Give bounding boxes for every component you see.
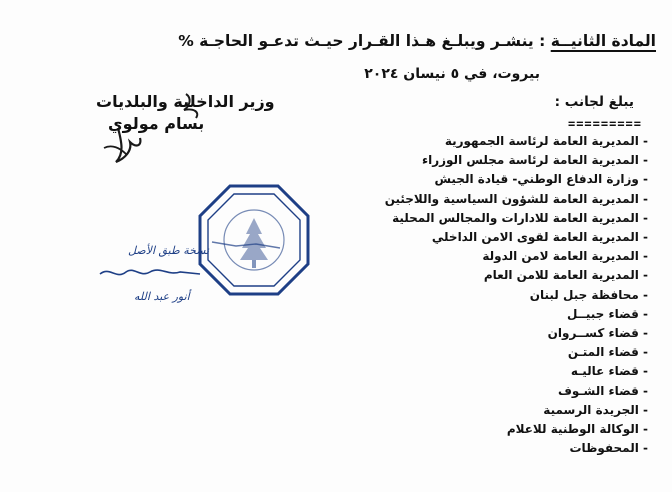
article-text: : ينشـر ويبلـغ هـذا القـرار حيـث تدعـو الحاجـة % — [178, 32, 546, 50]
minister-title: وزير الداخلية والبلديات — [96, 92, 275, 111]
list-item: - الجريدة الرسمية — [543, 402, 648, 417]
list-item: - قضاء جبيــل — [566, 306, 648, 321]
list-item: - المديرية العامة لامن الدولة — [482, 249, 648, 264]
article-title: المادة الثانيــة — [550, 32, 656, 50]
list-item: - قضاء الشـوف — [557, 383, 648, 398]
stamp-signature-stroke-icon — [96, 262, 206, 282]
list-item: - المديرية العامة للامن العام — [483, 268, 648, 283]
list-item: - المديرية العامة لقوى الامن الداخلي — [431, 230, 648, 245]
place-date: بيروت، في ٥ نيسان ٢٠٢٤ — [364, 66, 540, 82]
stamp-handwriting: نسخة طبق الأصل — [128, 244, 210, 257]
article-line — [178, 32, 656, 50]
list-item: - المديرية العامة للشؤون السياسية واللاجئين — [384, 191, 648, 206]
list-item: - الوكالة الوطنية للاعلام — [506, 422, 648, 437]
list-item: - قضاء المتـن — [567, 345, 648, 360]
list-item: - قضاء عاليـه — [570, 364, 648, 379]
list-item: - قضاء كســروان — [547, 326, 648, 341]
minister-name: بسام مولوي — [108, 114, 205, 133]
list-item: - المديرية العامة لرئاسة مجلس الوزراء — [421, 153, 648, 168]
list-item: - المديرية العامة لرئاسة الجمهورية — [444, 134, 648, 148]
list-item: - المديرية العامة للادارات والمجالس المحلية — [392, 210, 648, 225]
notify-heading: يبلغ لجانب : — [554, 94, 634, 110]
list-item: - وزارة الدفاع الوطني- قيادة الجيش — [434, 172, 648, 187]
recipients-list — [385, 132, 648, 458]
list-item: - المحفوظات — [569, 441, 648, 456]
official-seal-icon — [196, 182, 312, 298]
list-item: - محافظة جبل لبنان — [529, 287, 648, 302]
separator-line: ========= — [567, 117, 642, 131]
stamp-name: أنور عبد الله — [134, 290, 190, 303]
